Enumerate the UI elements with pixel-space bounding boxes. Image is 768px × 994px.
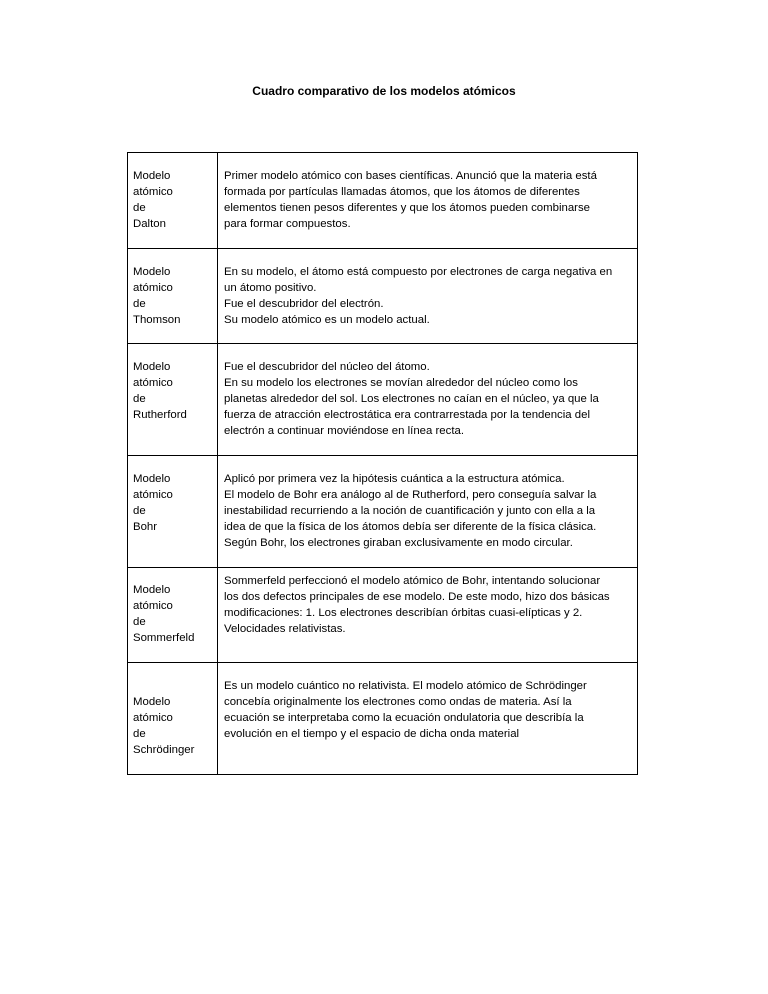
model-name: Modelo atómico de Schrödinger [133, 696, 195, 756]
model-name: Modelo atómico de Rutherford [133, 361, 187, 421]
model-description: Aplicó por primera vez la hipótesis cuántica a la estructura atómica. El modelo de Bohr era análogo al de Rutherford, pero conseguía salvar la inestabilidad recurriendo a la noción de cuantificación y junto con ella a la idea de que la física de los átomos debía ser diferente de la física clásica. Según Bohr, los electrones giraban exclusivamente en modo circular. [224, 473, 597, 549]
model-description: En su modelo, el átomo está compuesto por electrones de carga negativa en un átomo positivo. Fue el descubridor del electrón. Su modelo atómico es un modelo actual. [224, 266, 613, 326]
model-description: Fue el descubridor del núcleo del átomo. En su modelo los electrones se movían alrededor del núcleo como los planetas alrededor del sol. Los electrones no caían en el núcleo, ya que la fuerza de atracción electrostática era contrarrestada por la tendencia del electrón a continuar moviéndose en línea recta. [224, 361, 599, 437]
model-name: Modelo atómico de Bohr [133, 473, 173, 533]
model-description: Sommerfeld perfeccionó el modelo atómico de Bohr, intentando solucionar los dos defectos principales de ese modelo. De este modo, hizo dos básicas modificaciones: 1. Los electrones describían órbitas cuasi-elípticas y 2. Velocidades relativistas. [224, 575, 610, 635]
model-name-cell [128, 153, 218, 249]
table-row [128, 663, 638, 775]
page-title: Cuadro comparativo de los modelos atómicos [252, 84, 516, 98]
model-description-cell [218, 568, 638, 663]
model-description-cell [218, 456, 638, 568]
model-description-cell [218, 153, 638, 249]
model-name: Modelo atómico de Sommerfeld [133, 584, 195, 644]
model-description-cell [218, 249, 638, 344]
model-description-cell [218, 663, 638, 775]
model-name: Modelo atómico de Thomson [133, 266, 181, 326]
table-row [128, 249, 638, 344]
model-name-cell [128, 568, 218, 663]
table-row [128, 456, 638, 568]
model-name-cell [128, 456, 218, 568]
model-name-cell [128, 663, 218, 775]
table-row [128, 568, 638, 663]
model-name: Modelo atómico de Dalton [133, 170, 173, 230]
model-description: Primer modelo atómico con bases científicas. Anunció que la materia está formada por partículas llamadas átomos, que los átomos de diferentes elementos tienen pesos diferentes y que los átomos pueden combinarse para formar compuestos. [224, 170, 597, 230]
model-description-cell [218, 344, 638, 456]
model-name-cell [128, 344, 218, 456]
table-row [128, 153, 638, 249]
comparison-table [127, 152, 638, 775]
model-name-cell [128, 249, 218, 344]
table-row [128, 344, 638, 456]
model-description: Es un modelo cuántico no relativista. El modelo atómico de Schrödinger concebía originalmente los electrones como ondas de materia. Así la ecuación se interpretaba como la ecuación ondulatoria que describía la evolución en el tiempo y el espacio de dicha onda material [224, 680, 587, 740]
